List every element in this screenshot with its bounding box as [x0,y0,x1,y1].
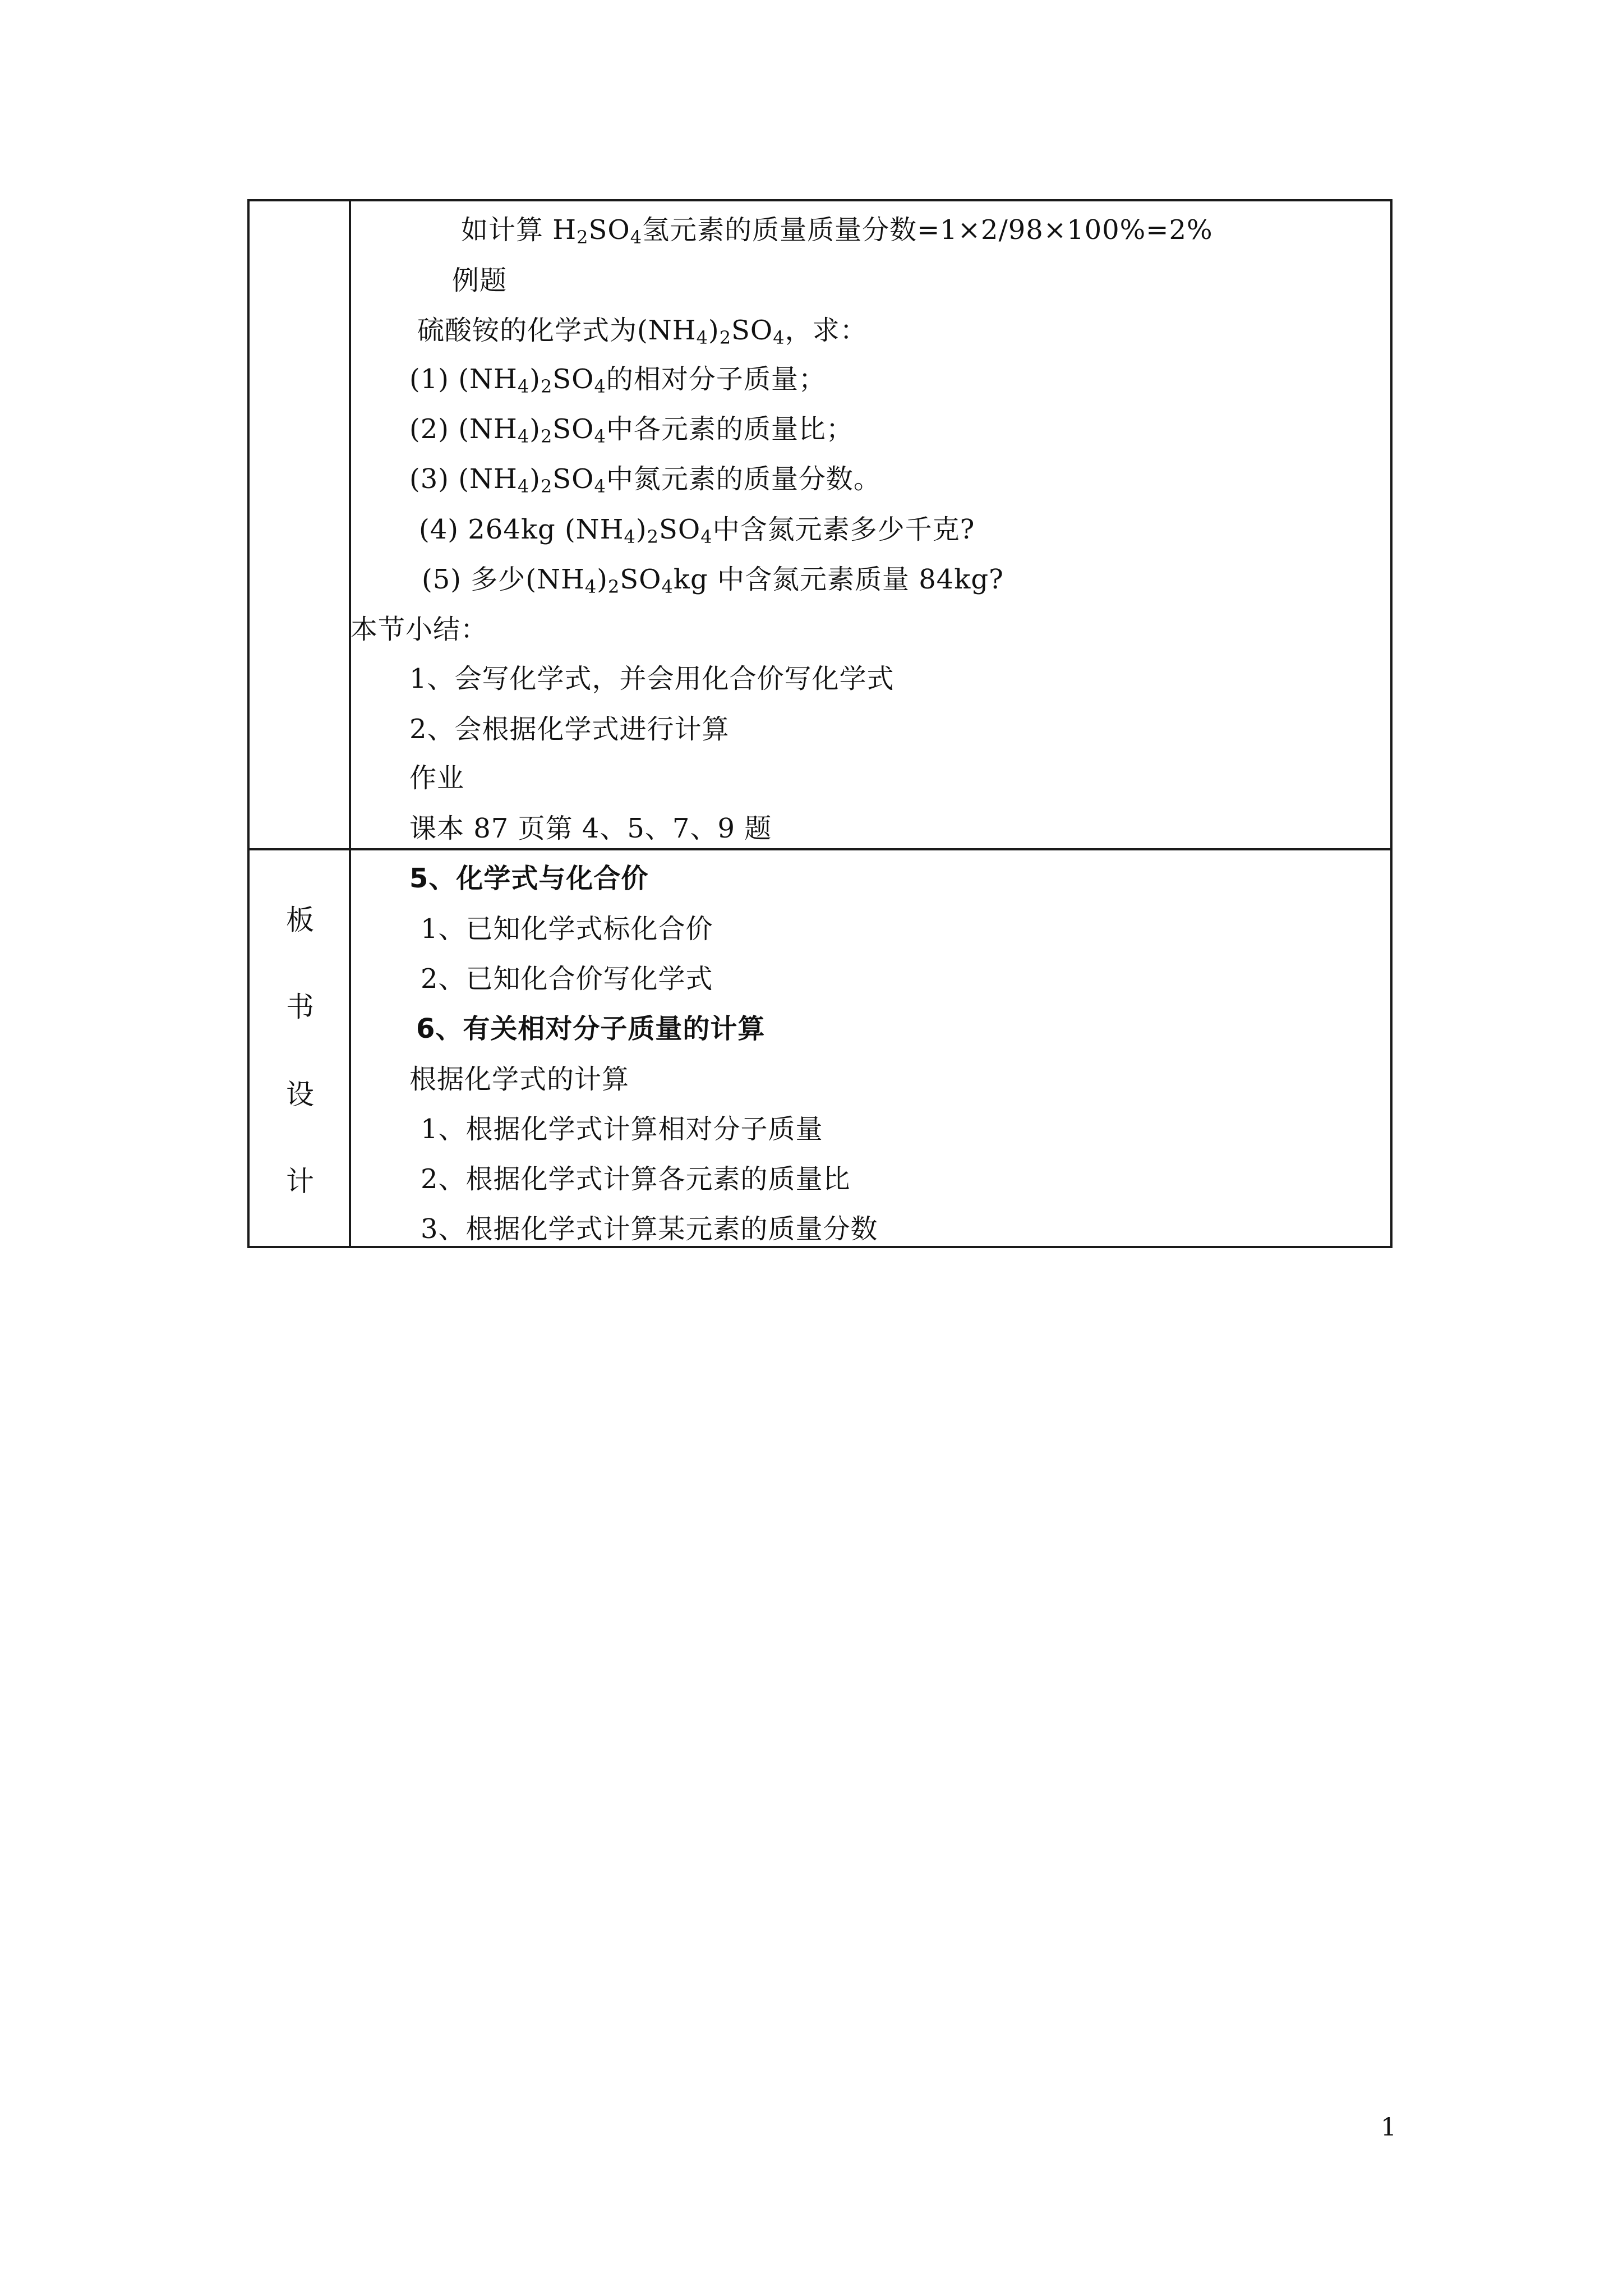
side-label-char: 设 [286,1078,314,1111]
board-subheading: 根据化学式的计算 [409,1064,630,1095]
example-heading: 例题 [452,265,508,296]
board-item: 3、根据化学式计算某元素的质量分数 [421,1213,878,1245]
row-divider [250,848,1390,850]
question-item: (3) $(NH_4)_2SO_4$中氮元素的质量分数。 [409,463,881,497]
side-label-char: 书 [286,991,314,1023]
question-intro: 硫酸铵的化学式为$(NH_4)_2SO_4$，求： [417,315,868,348]
board-item: 1、已知化学式标化合价 [421,913,713,945]
lesson-table [247,199,1393,1248]
question-item: (4) 264kg $(NH_4)_2SO_4$中含氮元素多少千克? [419,514,975,547]
summary-item: 1、会写化学式，并会用化合价写化学式 [409,663,895,694]
board-heading: 5、化学式与化合价 [409,863,649,894]
board-item: 2、根据化学式计算各元素的质量比 [421,1163,851,1195]
question-item: (5) 多少$(NH_4)_2SO_4kg$ 中含氮元素质量 84kg? [422,564,1004,597]
board-item: 2、已知化合价写化学式 [421,963,713,995]
summary-item: 2、会根据化学式进行计算 [409,714,730,745]
example-calculation: 如计算 $H_2SO_4$氢元素的质量质量分数=1×2/98×100%=2% [461,214,1213,248]
side-label-char: 板 [286,904,314,936]
question-item: (2) $(NH_4)_2SO_4$中各元素的质量比； [409,413,854,447]
board-heading: 6、有关相对分子质量的计算 [416,1013,766,1045]
homework-heading: 作业 [409,762,465,794]
question-item: (1) $(NH_4)_2SO_4$的相对分子质量； [409,364,826,397]
homework-text: 课本 87 页第 4、5、7、9 题 [409,813,772,844]
summary-heading: 本节小结： [351,614,488,645]
page-number: 1 [1381,2113,1396,2142]
board-item: 1、根据化学式计算相对分子质量 [421,1114,823,1145]
side-label-char: 计 [286,1165,314,1198]
column-divider [349,201,351,1246]
